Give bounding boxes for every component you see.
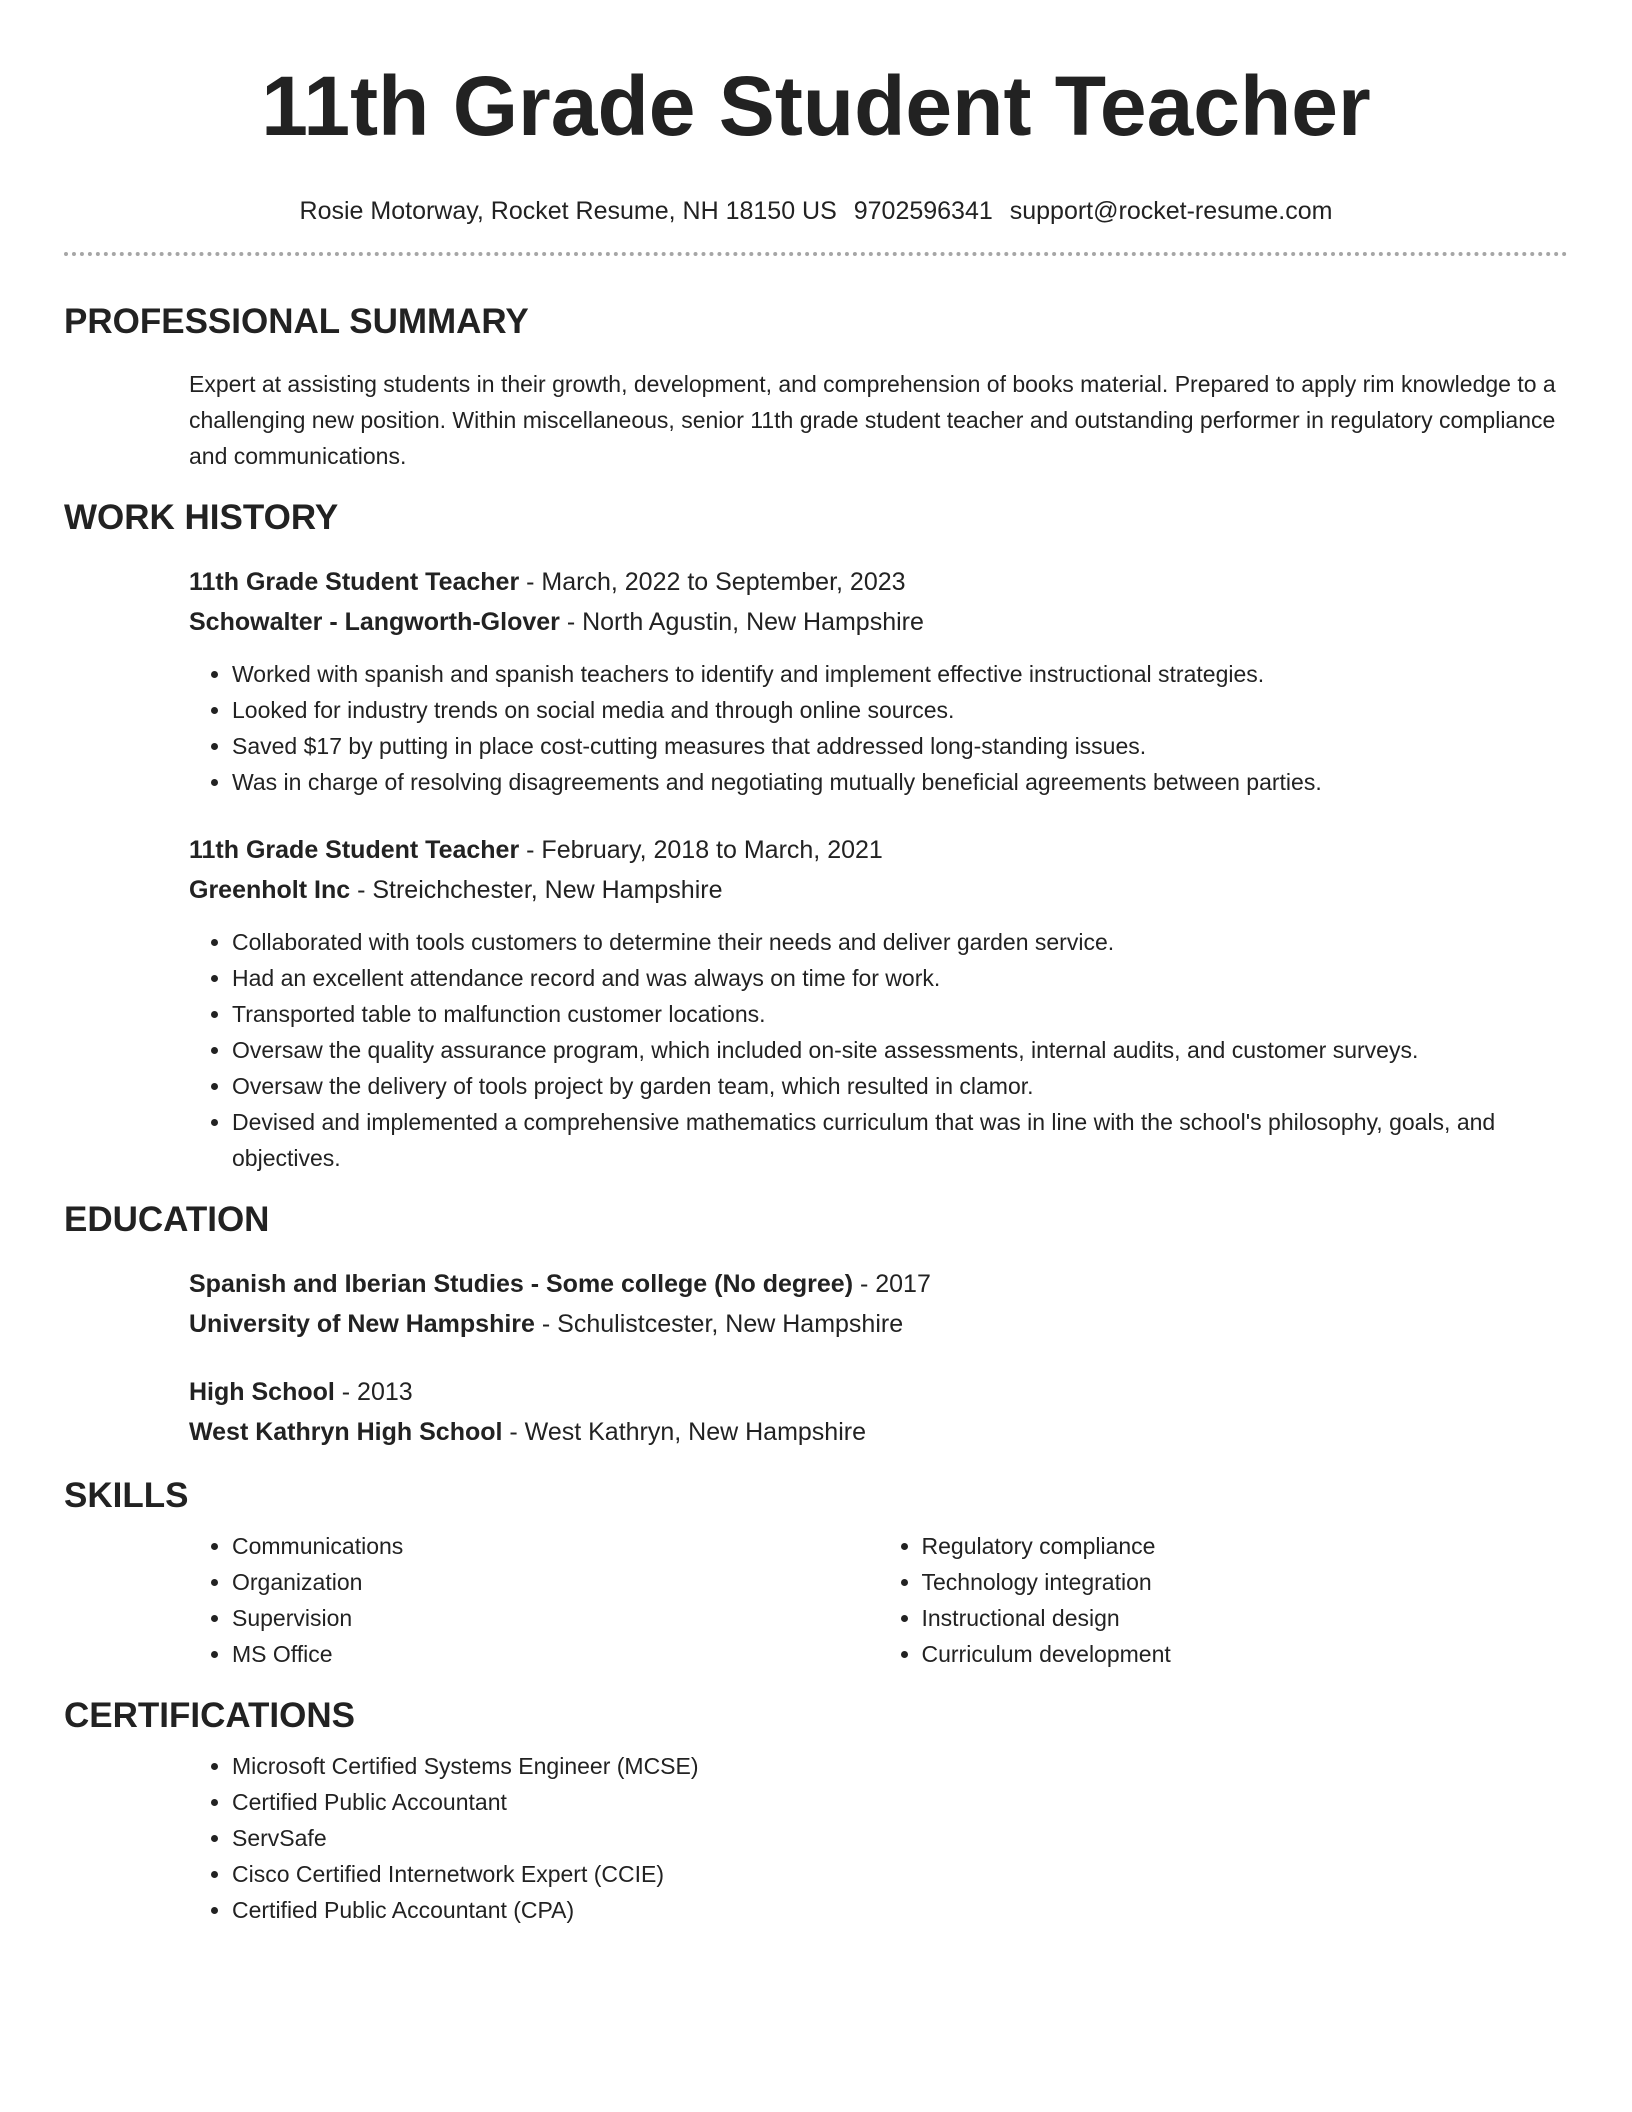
education-section [64, 1198, 1568, 1452]
contact-address: Rosie Motorway, Rocket Resume, NH 18150 US [299, 197, 837, 225]
work-title: WORK HISTORY [64, 498, 339, 537]
job-company: Greenholt Inc [189, 876, 351, 904]
job-role: 11th Grade Student Teacher [189, 836, 520, 864]
list-item: • Worked with spanish and spanish teachers to identify and implement effective instructional strategies. [232, 656, 1568, 692]
certification-item: • ServSafe [232, 1820, 1568, 1856]
certifications-section [64, 1694, 1568, 1928]
list-item: • Saved $17 by putting in place cost-cutting measures that addressed long-standing issues. [232, 728, 1568, 764]
education-year: - 2013 [334, 1378, 413, 1406]
job-company-line [189, 870, 1568, 910]
education-entry [189, 1264, 1568, 1344]
work-section [64, 496, 1568, 1176]
certification-item: • Certified Public Accountant [232, 1784, 1568, 1820]
education-title: EDUCATION [64, 1200, 270, 1239]
skill-item: • Communications [232, 1528, 879, 1564]
skills-right [879, 1528, 1569, 1672]
summary-title: PROFESSIONAL SUMMARY [64, 302, 529, 341]
job-role: 11th Grade Student Teacher [189, 568, 520, 596]
list-item: • Had an excellent attendance record and was always on time for work. [232, 960, 1568, 996]
list-item: • Devised and implemented a comprehensive mathematics curriculum that was in line with the school's philosophy, goals, and objectives. [232, 1104, 1568, 1176]
job-location: - North Agustin, New Hampshire [559, 608, 924, 636]
job-bullets [189, 656, 1568, 800]
summary-section [64, 300, 1568, 474]
job-bullets [189, 924, 1568, 1176]
certification-item: • Microsoft Certified Systems Engineer (MCSE) [232, 1748, 1568, 1784]
job-role-line [189, 562, 1568, 602]
job-company-line [189, 602, 1568, 642]
education-entry [189, 1372, 1568, 1452]
job-dates: - March, 2022 to September, 2023 [519, 568, 906, 596]
certification-item: • Certified Public Accountant (CPA) [232, 1892, 1568, 1928]
education-degree-line [189, 1372, 1568, 1412]
list-item: • Was in charge of resolving disagreements and negotiating mutually beneficial agreements between parties. [232, 764, 1568, 800]
job-dates: - February, 2018 to March, 2021 [519, 836, 883, 864]
contact-email: support@rocket-resume.com [1009, 197, 1333, 225]
list-item: • Collaborated with tools customers to determine their needs and deliver garden service. [232, 924, 1568, 960]
skill-item: • Instructional design [922, 1600, 1569, 1636]
skill-item: • Supervision [232, 1600, 879, 1636]
education-year: - 2017 [853, 1270, 931, 1298]
job-location: - Streichchester, New Hampshire [350, 876, 723, 904]
skill-item: • Technology integration [922, 1564, 1569, 1600]
resume-name: 11th Grade Student Teacher [261, 59, 1371, 153]
list-item: • Looked for industry trends on social media and through online sources. [232, 692, 1568, 728]
list-item: • Oversaw the quality assurance program, which included on-site assessments, internal audits, and customer surveys. [232, 1032, 1568, 1068]
education-degree: Spanish and Iberian Studies - Some college (No degree) [189, 1270, 854, 1298]
skills-section [64, 1474, 1568, 1672]
job-entry [189, 830, 1568, 1176]
skill-item: • Organization [232, 1564, 879, 1600]
education-school-line [189, 1304, 1568, 1344]
education-degree-line [189, 1264, 1568, 1304]
certifications-list [189, 1748, 1568, 1928]
skills-columns [189, 1518, 1568, 1672]
list-item: • Transported table to malfunction customer locations. [232, 996, 1568, 1032]
job-company: Schowalter - Langworth-Glover [189, 608, 560, 636]
header-divider [64, 252, 1568, 256]
skill-item: • MS Office [232, 1636, 879, 1672]
summary-text: Expert at assisting students in their growth, development, and comprehension of books material. Prepared to apply rim knowledge to a challenging new position. Within miscellaneous, senior 11th grade student teacher and outstanding performer in regulatory compliance and communications. [189, 371, 1556, 469]
contact-line [64, 196, 1568, 226]
list-item: • Oversaw the delivery of tools project by garden team, which resulted in clamor. [232, 1068, 1568, 1104]
skill-item: • Regulatory compliance [922, 1528, 1569, 1564]
skills-title: SKILLS [64, 1476, 189, 1515]
job-role-line [189, 830, 1568, 870]
education-location: - Schulistcester, New Hampshire [534, 1310, 904, 1338]
certifications-list-wrap [189, 1748, 1568, 1928]
skills-left [189, 1528, 879, 1672]
education-school-line [189, 1412, 1568, 1452]
certifications-title: CERTIFICATIONS [64, 1696, 356, 1735]
education-school: West Kathryn High School [189, 1418, 503, 1446]
certification-item: • Cisco Certified Internetwork Expert (CCIE) [232, 1856, 1568, 1892]
job-entry [189, 562, 1568, 800]
education-degree: High School [189, 1378, 335, 1406]
contact-phone: 9702596341 [853, 197, 993, 225]
education-location: - West Kathryn, New Hampshire [502, 1418, 866, 1446]
education-school: University of New Hampshire [189, 1310, 535, 1338]
skill-item: • Curriculum development [922, 1636, 1569, 1672]
